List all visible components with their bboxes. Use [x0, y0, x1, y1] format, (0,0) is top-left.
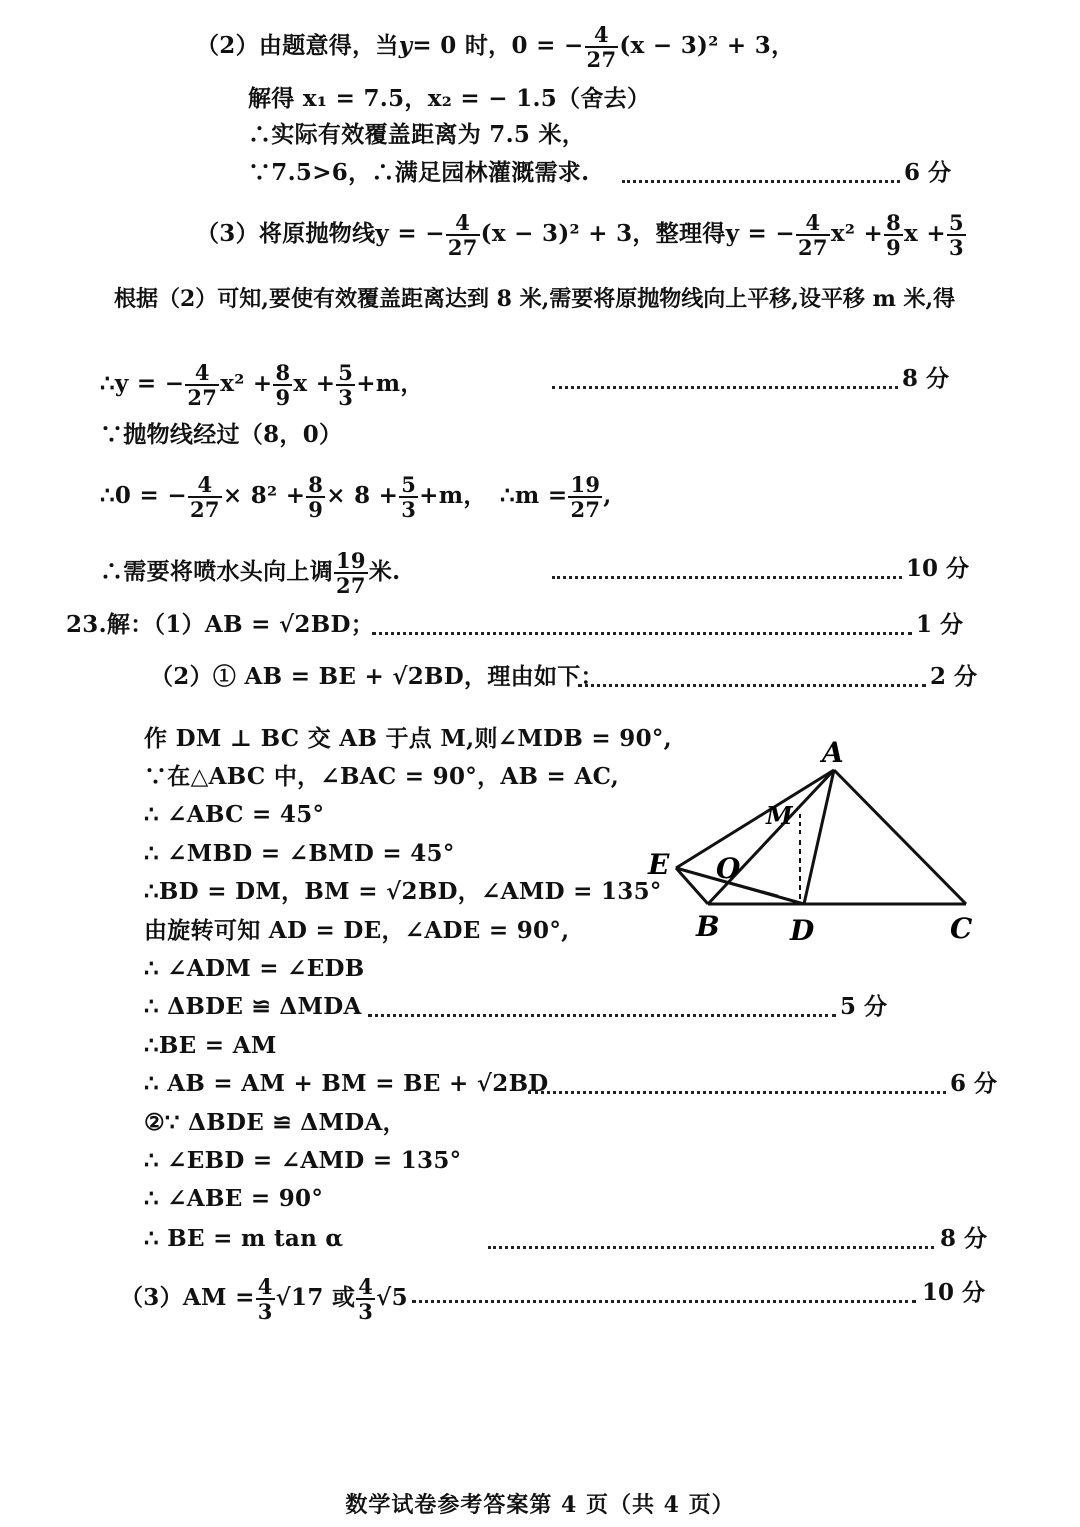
var-y: y: [398, 32, 413, 59]
fraction: [568, 474, 602, 520]
text: × 8 +: [326, 482, 399, 509]
score-5: 5 分: [840, 993, 888, 1020]
q23-line15: ∴ ∠ABE = 90°: [144, 1185, 324, 1212]
text: (x − 3)² + 3，: [619, 32, 795, 59]
numerator: 4: [185, 362, 219, 386]
text: （3）AM =: [120, 1284, 255, 1311]
page-footer: 数学试卷参考答案第 4 页（共 4 页）: [345, 1492, 735, 1518]
numerator: 4: [358, 1274, 374, 1299]
numerator: 8: [308, 472, 324, 497]
fraction: [306, 474, 325, 520]
q22-p2-line4: ∵7.5>6，∴满足园林灌溉需求.: [248, 159, 590, 186]
q22-p3-line1: [196, 212, 967, 258]
numerator: 4: [257, 1274, 273, 1299]
segment-ac: [834, 770, 966, 904]
fraction: [446, 212, 480, 258]
text: ∴0 = −: [100, 482, 187, 509]
text: = 0 时，0 = −: [412, 32, 584, 59]
text: ∴m =: [500, 482, 568, 509]
leader-dots: [488, 1246, 934, 1249]
q23-line8: 由旋转可知 AD = DE，∠ADE = 90°,: [144, 917, 570, 944]
denominator: 3: [338, 385, 354, 410]
q23-line6: ∴ ∠MBD = ∠BMD = 45°: [144, 840, 455, 867]
numerator: 4: [446, 212, 480, 236]
score-6: 6 分: [904, 159, 952, 186]
text: ∴y = −: [100, 370, 185, 397]
leader-dots: [578, 684, 926, 687]
numerator: 4: [585, 24, 619, 48]
q23-line9: ∴ ∠ADM = ∠EDB: [144, 955, 365, 982]
denominator: 27: [190, 497, 220, 522]
q23-line1: 23.解：（1）AB = √2BD；: [66, 611, 374, 638]
text: x +: [904, 220, 946, 247]
text: √5: [376, 1284, 408, 1311]
q22-p2-line1: [196, 24, 794, 70]
text: （2）由题意得，当: [196, 32, 399, 59]
denominator: 3: [401, 497, 417, 522]
leader-dots: [372, 632, 912, 635]
q23-line17: [120, 1276, 408, 1322]
denominator: 9: [275, 385, 291, 410]
score-10: 10 分: [906, 555, 970, 582]
fraction: [188, 474, 222, 520]
q23-line5: ∴ ∠ABC = 45°: [144, 801, 325, 828]
denominator: 9: [308, 497, 324, 522]
numerator: 5: [401, 472, 417, 497]
numerator: 8: [275, 360, 291, 385]
text: x² +: [220, 370, 273, 397]
text: +m，: [356, 370, 424, 397]
score-2: 2 分: [930, 663, 978, 690]
denominator: 27: [798, 235, 828, 260]
text: (x − 3)² + 3，整理得y = −: [480, 220, 796, 247]
denominator: 27: [336, 573, 366, 598]
denominator: 27: [570, 497, 601, 522]
numerator: 19: [336, 548, 366, 573]
score-1: 1 分: [916, 611, 964, 638]
q23-line16: ∴ BE = m tan α: [144, 1225, 344, 1252]
text: ,: [603, 482, 612, 509]
label-d: D: [790, 914, 815, 947]
geometry-figure: [640, 730, 980, 960]
q22-p3-m-result: [500, 474, 612, 520]
fraction: [334, 550, 368, 596]
leader-dots: [528, 1091, 946, 1094]
fraction: [256, 1276, 275, 1322]
segment-ad: [804, 770, 834, 904]
score-8: 8 分: [902, 365, 950, 392]
text: × 8² +: [222, 482, 306, 509]
label-m: M: [766, 801, 793, 830]
q23-line11: ∴BE = AM: [144, 1032, 277, 1059]
q23-line14: ∴ ∠EBD = ∠AMD = 135°: [144, 1147, 462, 1174]
q22-p3-line3: [100, 362, 424, 408]
numerator: 5: [338, 360, 354, 385]
leader-dots: [622, 180, 900, 183]
text: 米.: [368, 558, 401, 585]
fraction: [796, 212, 830, 258]
numerator: 4: [796, 212, 830, 236]
denominator: 27: [586, 47, 617, 72]
fraction: [399, 474, 418, 520]
leader-dots: [368, 1014, 836, 1017]
leader-dots: [412, 1300, 916, 1303]
leader-dots: [552, 386, 898, 389]
denominator: 3: [257, 1299, 273, 1324]
fraction: [273, 362, 292, 408]
q23-line3: 作 DM ⊥ BC 交 AB 于点 M,则∠MDB = 90°,: [144, 725, 672, 752]
label-e: E: [648, 848, 670, 881]
denominator: 9: [886, 235, 902, 260]
denominator: 27: [447, 235, 478, 260]
q23-line7: ∴BD = DM，BM = √2BD，∠AMD = 135°: [144, 878, 662, 905]
q22-p3-line6: [100, 550, 400, 596]
text: （3）将原抛物线y = −: [196, 220, 445, 247]
text: +m，: [419, 482, 487, 509]
q22-p2-line2: 解得 x₁ = 7.5，x₂ = − 1.5（舍去）: [248, 85, 651, 112]
q23-line12: ∴ AB = AM + BM = BE + √2BD: [144, 1070, 549, 1097]
fraction: [884, 212, 903, 258]
fraction: [356, 1276, 375, 1322]
q22-p3-line4: ∵抛物线经过（8，0）: [100, 421, 343, 448]
numerator: 8: [886, 210, 902, 235]
text: √17 或: [275, 1284, 356, 1311]
score-10b: 10 分: [922, 1279, 986, 1306]
leader-dots: [552, 576, 902, 579]
denominator: 3: [948, 235, 964, 260]
fraction: [185, 362, 219, 408]
numerator: 4: [188, 474, 222, 498]
score-8b: 8 分: [940, 1225, 988, 1252]
fraction: [336, 362, 355, 408]
numerator: 19: [570, 472, 601, 497]
q22-p3-line2: 根据（2）可知,要使有效覆盖距离达到 8 米,需要将原抛物线向上平移,设平移 m 米,得: [114, 286, 956, 312]
q23-line10: ∴ ΔBDE ≌ ΔMDA: [144, 993, 362, 1020]
q22-p3-line5: [100, 474, 487, 520]
label-o: O: [716, 852, 741, 885]
fraction: [947, 212, 966, 258]
q23-line4: ∵在△ABC 中，∠BAC = 90°，AB = AC,: [144, 763, 620, 790]
text: ∴需要将喷水头向上调: [100, 558, 333, 585]
score-6b: 6 分: [950, 1070, 998, 1097]
q23-line13: ②∵ ΔBDE ≌ ΔMDA，: [144, 1109, 406, 1136]
label-c: C: [950, 912, 973, 945]
text: x² +: [830, 220, 884, 247]
fraction: [585, 24, 619, 70]
numerator: 5: [948, 210, 964, 235]
label-a: A: [822, 736, 844, 769]
denominator: 3: [358, 1299, 374, 1324]
label-b: B: [696, 910, 720, 943]
q23-line2: （2）① AB = BE + √2BD，理由如下：: [150, 663, 604, 690]
q22-p2-line3: ∴实际有效覆盖距离为 7.5 米，: [248, 121, 586, 148]
denominator: 27: [187, 385, 218, 410]
text: x +: [293, 370, 336, 397]
